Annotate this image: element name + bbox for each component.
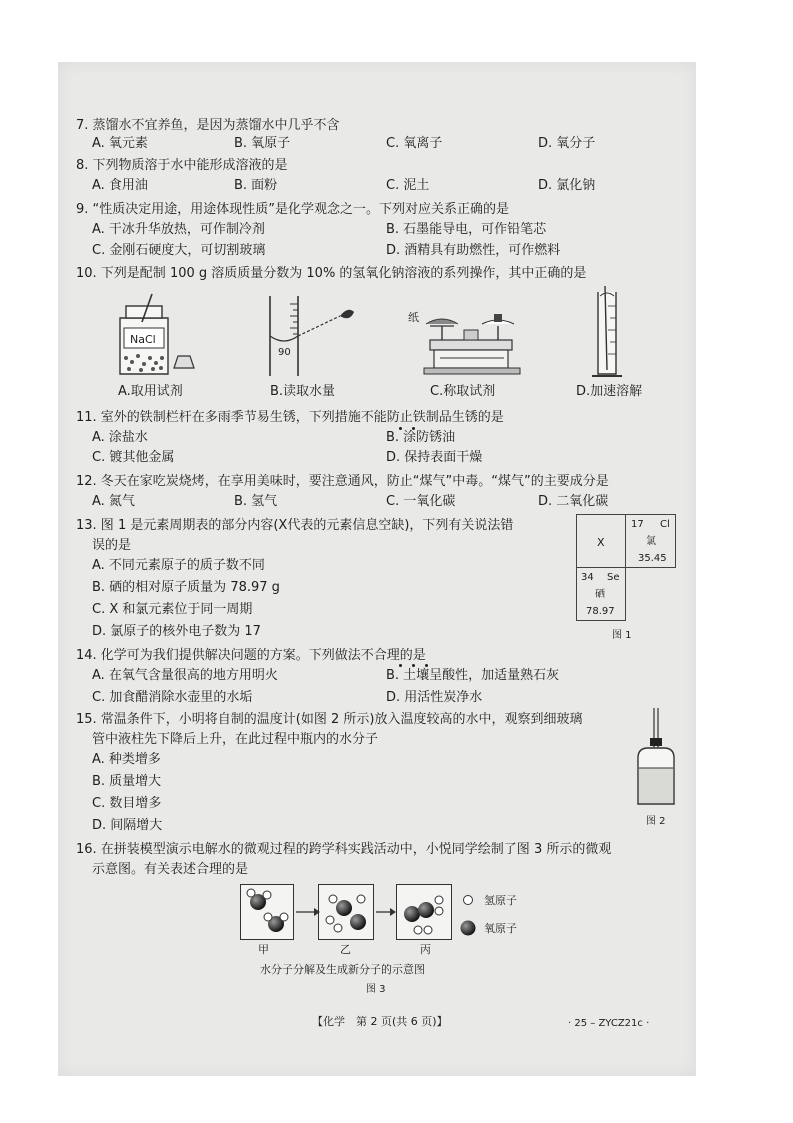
box-label-bing: 丙 xyxy=(420,943,431,956)
q7-option-b: B. 氧原子 xyxy=(234,136,291,151)
q15-stem-line1: 15. 常温条件下，小明将自制的温度计(如图 2 所示)放入温度较高的水中，观察到细玻璃 xyxy=(76,712,583,727)
balance-figure xyxy=(420,300,530,380)
q8-option-b: B. 面粉 xyxy=(234,178,278,193)
caption-b: B.读取水量 xyxy=(270,384,336,399)
electrolysis-diagram xyxy=(240,884,520,944)
q12-stem: 12. 冬天在家吃炭烧烤，在享用美味时，要注意通风，防止“煤气”中毒。“煤气”的主要成分是 xyxy=(76,474,609,489)
box-label-jia: 甲 xyxy=(258,943,269,956)
stirring-figure xyxy=(590,286,630,386)
q16-stem-line2: 示意图。有关表述合理的是 xyxy=(92,862,249,877)
se-number: 34 xyxy=(581,572,594,583)
q11-stem: 11. 室外的铁制栏杆在多雨季节易生锈，下列措施不能防止铁制品生锈的是 xyxy=(76,410,504,425)
q8-option-c: C. 泥土 xyxy=(386,178,430,193)
q9-stem: 9. “性质决定用途，用途体现性质”是化学观念之一。下列对应关系正确的是 xyxy=(76,202,510,217)
q9-option-d: D. 酒精具有助燃性，可作燃料 xyxy=(386,243,561,258)
q12-option-a: A. 氮气 xyxy=(92,494,135,509)
cylinder-reading-figure xyxy=(262,294,372,384)
se-symbol: Se xyxy=(607,572,620,583)
cl-name: 氯 xyxy=(646,536,656,547)
figure2-caption: 图 2 xyxy=(646,816,666,827)
emphasis-dot xyxy=(399,664,402,667)
figure3-subtitle: 水分子分解及生成新分子的示意图 xyxy=(260,963,425,976)
q12-option-b: B. 氢气 xyxy=(234,494,278,509)
q9-option-c: C. 金刚石硬度大，可切割玻璃 xyxy=(92,243,266,258)
q13-stem-line2: 误的是 xyxy=(92,538,132,553)
bottle-label: NaCl xyxy=(130,333,156,346)
box-label-yi: 乙 xyxy=(340,943,351,956)
q14-option-d: D. 用活性炭净水 xyxy=(386,690,483,705)
q13-option-c: C. X 和氯元素位于同一周期 xyxy=(92,602,253,617)
element-x-label: X xyxy=(597,536,605,549)
q8-option-d: D. 氯化钠 xyxy=(538,178,596,193)
reagent-bottle-figure xyxy=(112,292,212,382)
q8-stem: 8. 下列物质溶于水中能形成溶液的是 xyxy=(76,158,288,173)
legend-hydrogen: 氢原子 xyxy=(484,894,517,907)
element-se-cell xyxy=(576,567,626,621)
q7-stem: 7. 蒸馏水不宜养鱼，是因为蒸馏水中几乎不含 xyxy=(76,118,340,133)
periodic-table-figure xyxy=(576,514,676,622)
q11-option-d: D. 保持表面干燥 xyxy=(386,450,483,465)
caption-c: C.称取试剂 xyxy=(430,384,496,399)
q14-option-b: B. 土壤呈酸性，加适量熟石灰 xyxy=(386,668,560,683)
q13-option-d: D. 氯原子的核外电子数为 17 xyxy=(92,624,261,639)
se-mass: 78.97 xyxy=(586,606,615,617)
q15-stem-line2: 管中液柱先下降后上升，在此过程中瓶内的水分子 xyxy=(92,732,379,747)
thermometer-bottle-figure xyxy=(632,708,692,812)
caption-a: A.取用试剂 xyxy=(118,384,183,399)
q8-option-a: A. 食用油 xyxy=(92,178,148,193)
element-cl-cell xyxy=(625,514,676,568)
q11-option-b: B. 涂防锈油 xyxy=(386,430,456,445)
q7-option-a: A. 氧元素 xyxy=(92,136,148,151)
page-footer: 【化学 第 2 页(共 6 页)】 xyxy=(312,1015,448,1028)
figure1-caption: 图 1 xyxy=(612,630,632,641)
q15-option-d: D. 间隔增大 xyxy=(92,818,163,833)
q11-option-a: A. 涂盐水 xyxy=(92,430,148,445)
q12-option-d: D. 二氧化碳 xyxy=(538,494,609,509)
emphasis-dot xyxy=(412,664,415,667)
q11-option-c: C. 镀其他金属 xyxy=(92,450,175,465)
cl-mass: 35.45 xyxy=(638,553,667,564)
cl-symbol: Cl xyxy=(660,519,670,530)
q9-option-b: B. 石墨能导电，可作铅笔芯 xyxy=(386,222,547,237)
q12-option-c: C. 一氧化碳 xyxy=(386,494,456,509)
element-x-cell xyxy=(576,514,626,568)
caption-d: D.加速溶解 xyxy=(576,384,643,399)
q7-option-d: D. 氧分子 xyxy=(538,136,596,151)
q13-stem-line1: 13. 图 1 是元素周期表的部分内容(X代表的元素信息空缺)，下列有关说法错 xyxy=(76,518,514,533)
q13-option-b: B. 硒的相对原子质量为 78.97 g xyxy=(92,580,280,595)
cylinder-reading: 90 xyxy=(278,347,291,358)
q15-option-b: B. 质量增大 xyxy=(92,774,162,789)
q14-stem: 14. 化学可为我们提供解决问题的方案。下列做法不合理的是 xyxy=(76,648,426,663)
q15-option-a: A. 种类增多 xyxy=(92,752,161,767)
q9-option-a: A. 干冰升华放热，可作制冷剂 xyxy=(92,222,265,237)
q10-stem: 10. 下列是配制 100 g 溶质质量分数为 10% 的氢氧化钠溶液的系列操作，其中正确的是 xyxy=(76,266,587,281)
paper-label: 纸 xyxy=(408,311,419,324)
q16-stem-line1: 16. 在拼装模型演示电解水的微观过程的跨学科实践活动中，小悦同学绘制了图 3 所示的微观 xyxy=(76,842,612,857)
figure3-caption: 图 3 xyxy=(366,984,386,995)
q14-option-c: C. 加食醋消除水壶里的水垢 xyxy=(92,690,253,705)
q7-option-c: C. 氧离子 xyxy=(386,136,443,151)
emphasis-dot xyxy=(425,664,428,667)
page-code: · 25 – ZYCZ21c · xyxy=(568,1018,650,1029)
legend-oxygen: 氧原子 xyxy=(484,922,517,935)
q14-option-a: A. 在氧气含量很高的地方用明火 xyxy=(92,668,278,683)
q15-option-c: C. 数目增多 xyxy=(92,796,162,811)
cl-number: 17 xyxy=(631,519,644,530)
q13-option-a: A. 不同元素原子的质子数不同 xyxy=(92,558,265,573)
se-name: 硒 xyxy=(595,589,605,600)
